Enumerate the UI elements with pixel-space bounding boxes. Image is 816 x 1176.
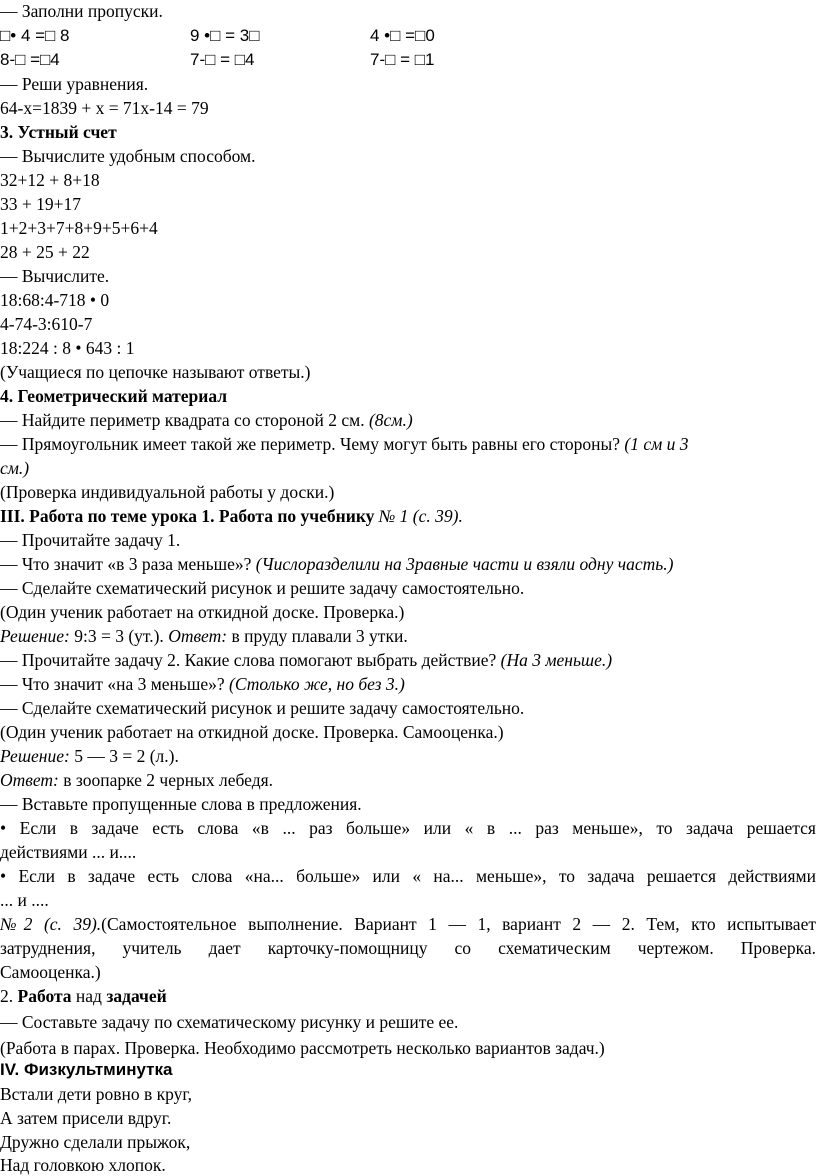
heading-text: задачей — [106, 986, 167, 1006]
text: — Прочитайте задачу 1. — [0, 530, 181, 550]
text: в пруду плавали 3 утки. — [227, 626, 408, 646]
expression-line — [0, 337, 134, 359]
note-line — [0, 601, 404, 623]
question-line — [0, 649, 612, 671]
text: 5 — 3 = 2 (л.). — [69, 746, 179, 766]
text: 9:3 = 3 (ут.). — [69, 626, 169, 646]
text: Дружно сделали прыжок, — [0, 1132, 191, 1152]
text: действиями ... и.... — [0, 842, 137, 862]
poem-line — [0, 1154, 166, 1176]
text: — Найдите периметр квадрата со стороной 2 см. — [0, 410, 369, 430]
text: — Вычислите. — [0, 266, 110, 286]
text: — Составьте задачу по схематическому рисунку и решите ее. — [0, 1012, 459, 1032]
question-line — [0, 697, 524, 719]
paragraph-line — [0, 913, 816, 935]
gap-expression: 4 •□ =□0 — [370, 26, 435, 45]
text: 4-74-3:610-7 — [0, 314, 93, 334]
heading-text: III. Работа по теме урока 1. Работа по учебнику — [0, 506, 379, 526]
text: — Реши уравнения. — [0, 74, 149, 94]
paragraph-line — [0, 937, 816, 959]
question-line — [0, 793, 362, 815]
text: 1+2+3+7+8+9+5+6+4 — [0, 218, 158, 238]
gap-expression: 9 •□ = 3□ — [190, 26, 260, 45]
text: (Проверка индивидуальной работы у доски.) — [0, 482, 335, 502]
bullet-continuation — [0, 841, 136, 863]
label-solution: Решение: — [0, 626, 70, 646]
task-reference: № 1 (с. 39). — [378, 506, 463, 526]
text: 32+12 + 8+18 — [0, 170, 100, 190]
answer-text: (Столько же, но без 3.) — [229, 674, 405, 694]
expression-line — [0, 289, 109, 311]
text: 28 + 25 + 22 — [0, 242, 90, 262]
bullet-line — [0, 865, 816, 887]
text: 64-х=1839 + х = 71х-14 = 79 — [0, 98, 209, 118]
text: — Заполни пропуски. — [0, 1, 163, 21]
text: Самооценка.) — [0, 962, 101, 982]
task-reference: №2 (с. 39). — [0, 914, 102, 934]
poem-line — [0, 1107, 171, 1129]
question-line — [0, 1011, 458, 1033]
text: — Сделайте схематический рисунок и решите задачу самостоятельно. — [0, 698, 525, 718]
text: — Сделайте схематический рисунок и решите задачу самостоятельно. — [0, 578, 525, 598]
gap-row-1 — [0, 25, 816, 47]
equations-line — [0, 97, 209, 119]
answer-text: (8см.) — [368, 410, 413, 430]
question-line — [0, 529, 180, 551]
section-heading-physical-break — [0, 1059, 172, 1081]
text: 18:68:4-718 • 0 — [0, 290, 110, 310]
heading-text: Работа — [17, 986, 72, 1006]
gap-expression: 8-□ =□4 — [0, 50, 60, 69]
text: (Самостоятельное выполнение. Вариант 1 — 1, вариант 2 — 2. Тем, кто испытывает — [101, 914, 816, 934]
gap-expression: 7-□ = □4 — [190, 50, 255, 69]
bullet-line — [0, 817, 816, 839]
bullet-continuation — [0, 889, 49, 911]
expression-line — [0, 193, 81, 215]
answer-text: (1 см и 3 — [624, 434, 689, 454]
note-line — [0, 721, 504, 743]
text: IV. Физкультминутка — [0, 1060, 173, 1079]
answer-text: (Числоразделили на 3равные части и взяли одну часть.) — [255, 554, 674, 574]
text: 2. — [0, 986, 18, 1006]
note-line — [0, 361, 311, 383]
text: 4. Геометрический материал — [0, 386, 228, 406]
gap-row-2 — [0, 49, 816, 71]
text: затруднения, учитель дает карточку-помощницу со схематическим чертежом. Проверка. — [0, 938, 816, 958]
answer-line — [0, 769, 273, 791]
text: • Если в задаче есть слова «в ... раз больше» или « в ... раз меньше», то задача решается — [0, 818, 816, 838]
expression-line — [0, 169, 100, 191]
note-line — [0, 1037, 605, 1059]
gap-expression: 7-□ = □1 — [370, 50, 435, 69]
question-line — [0, 553, 673, 575]
poem-line — [0, 1083, 192, 1105]
solution-line — [0, 625, 408, 647]
text: — Прочитайте задачу 2. Какие слова помогают выбрать действие? — [0, 650, 501, 670]
text: (Один ученик работает на откидной доске. Проверка.) — [0, 602, 405, 622]
text: 33 + 19+17 — [0, 194, 81, 214]
text: А затем присели вдруг. — [0, 1108, 172, 1128]
text: (Работа в парах. Проверка. Необходимо рассмотреть несколько вариантов задач.) — [0, 1038, 605, 1058]
note-line — [0, 481, 334, 503]
section-heading-oral-count — [0, 121, 117, 143]
solution-line — [0, 745, 179, 767]
task-equations — [0, 73, 148, 95]
text: 18:224 : 8 • 643 : 1 — [0, 338, 135, 358]
text: ... и .... — [0, 890, 49, 910]
text: Над головкою хлопок. — [0, 1155, 166, 1175]
answer-continuation — [0, 457, 29, 479]
section-heading-lesson-topic — [0, 505, 463, 527]
expression-line — [0, 217, 158, 239]
text: (Учащиеся по цепочке называют ответы.) — [0, 362, 311, 382]
text: • Если в задаче есть слова «на... больше» или « на... меньше», то задача решается действиями — [0, 866, 816, 886]
section-heading-geometry — [0, 385, 227, 407]
label-answer: Ответ: — [168, 626, 228, 646]
text: в зоопарке 2 черных лебедя. — [58, 770, 274, 790]
expression-line — [0, 241, 90, 263]
text: — Что значит «на 3 меньше»? — [0, 674, 230, 694]
text: — Вставьте пропущенные слова в предложения. — [0, 794, 362, 814]
section-heading-task-work — [0, 985, 167, 1007]
question-line — [0, 409, 413, 431]
task-convenient-method — [0, 145, 256, 167]
answer-text: (На 3 меньше.) — [500, 650, 613, 670]
task-calculate — [0, 265, 109, 287]
question-line — [0, 433, 689, 455]
task-fill-gaps — [0, 0, 163, 22]
text: над — [71, 986, 107, 1006]
poem-line — [0, 1131, 190, 1153]
text: (Один ученик работает на откидной доске. Проверка. Самооценка.) — [0, 722, 504, 742]
paragraph-line — [0, 961, 101, 983]
answer-text: см.) — [0, 458, 30, 478]
text: — Что значит «в 3 раза меньше»? — [0, 554, 256, 574]
question-line — [0, 673, 405, 695]
gap-expression: □• 4 =□ 8 — [0, 26, 70, 45]
expression-line — [0, 313, 92, 335]
text: Встали дети ровно в круг, — [0, 1084, 192, 1104]
label-solution: Решение: — [0, 746, 70, 766]
question-line — [0, 577, 524, 599]
label-answer: Ответ: — [0, 770, 59, 790]
text: — Вычислите удобным способом. — [0, 146, 256, 166]
text: — Прямоугольник имеет такой же периметр. Чему могут быть равны его стороны? — [0, 434, 625, 454]
text: 3. Устный счет — [0, 122, 117, 142]
